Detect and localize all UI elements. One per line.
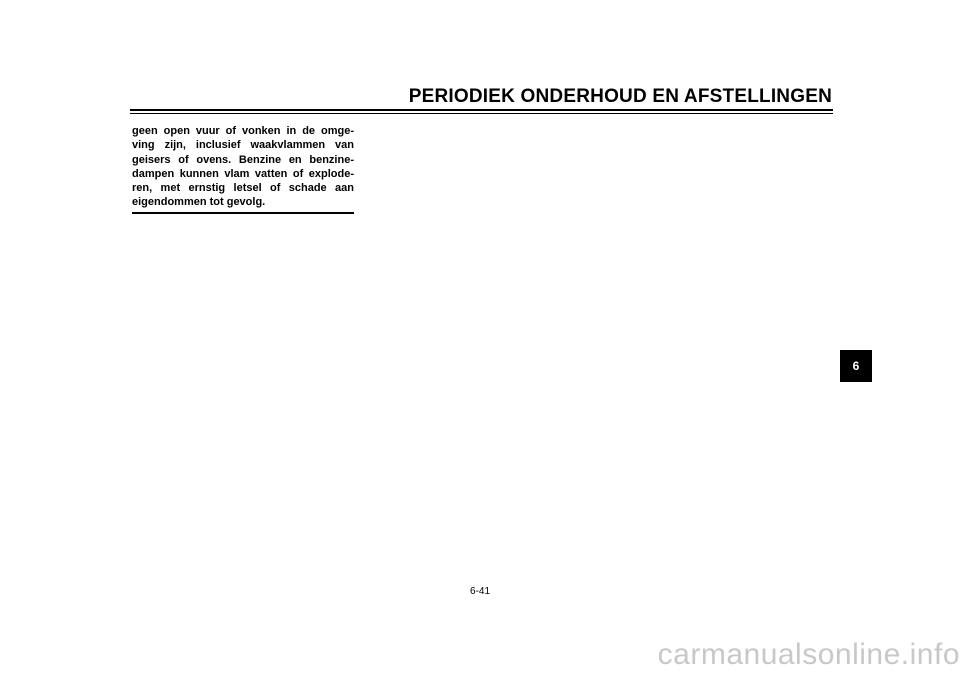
warning-text-line: geen open vuur of vonken in de omge-	[132, 125, 354, 137]
chapter-tab-label: 6	[852, 359, 860, 373]
warning-text-line: dampen kunnen vlam vatten of explode-	[132, 167, 354, 180]
warning-text	[132, 124, 354, 210]
warning-text-line: eigendommen tot gevolg.	[132, 196, 266, 209]
page-header-title: PERIODIEK ONDERHOUD EN AFSTELLINGEN	[408, 86, 832, 107]
chapter-tab	[840, 350, 872, 382]
page-number: 6-41	[469, 586, 490, 597]
warning-end-rule	[132, 212, 354, 214]
warning-text-line: geisers of ovens. Benzine en benzine-	[132, 153, 354, 166]
header-rule	[130, 109, 833, 111]
header-rule-thin	[130, 113, 833, 114]
watermark: carmanualsonline.info	[657, 638, 960, 671]
warning-text-line: ren, met ernstig letsel of schade aan	[132, 182, 354, 195]
warning-text-line: ving zijn, inclusief waakvlammen van	[132, 139, 354, 152]
